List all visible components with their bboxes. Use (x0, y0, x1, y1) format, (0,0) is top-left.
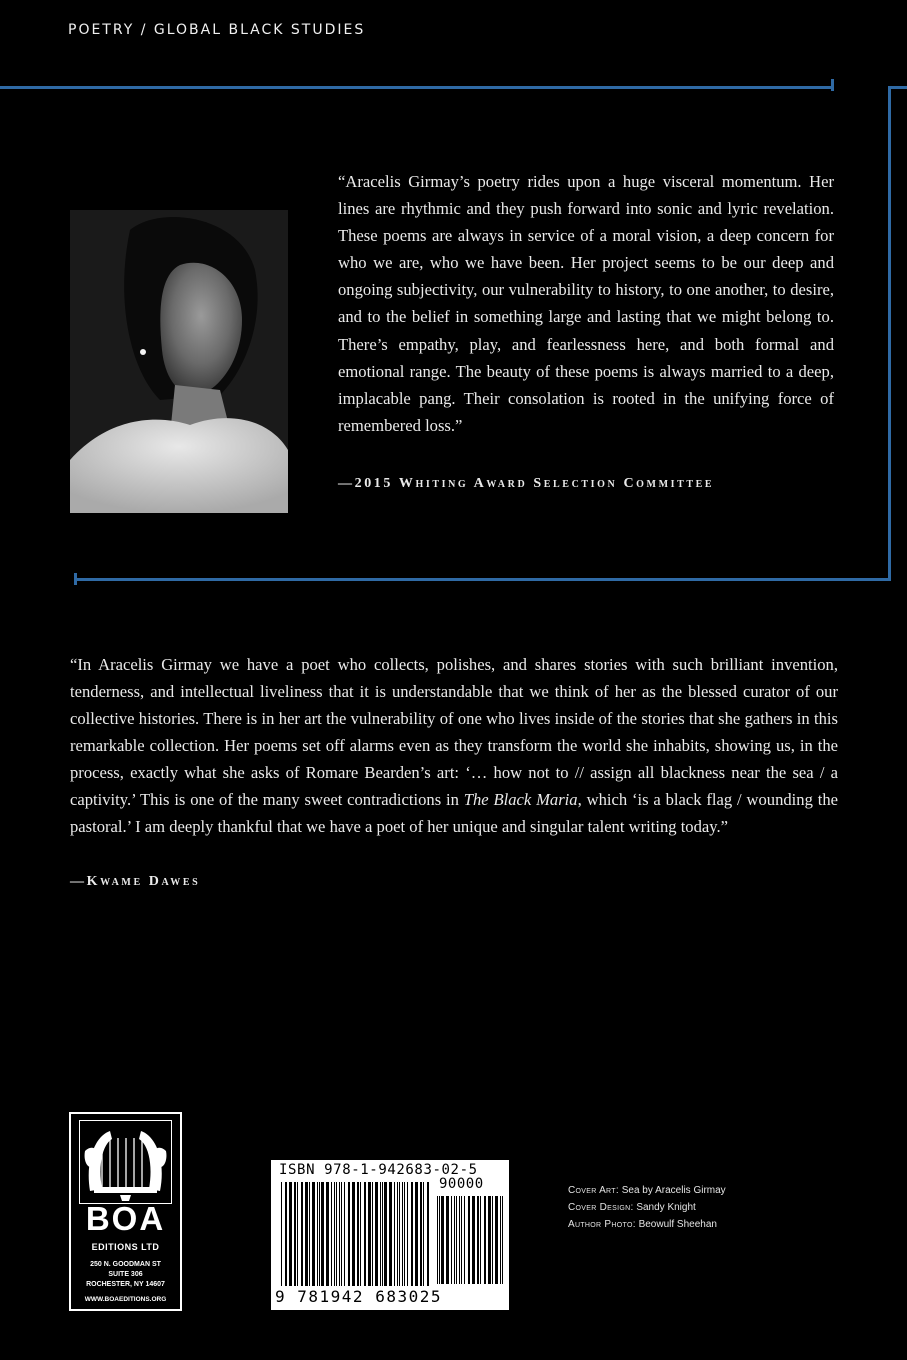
barcode-bar (394, 1182, 395, 1286)
isbn-label: ISBN 978-1-942683-02-5 (279, 1162, 478, 1178)
credit-label: Cover Art: (568, 1185, 619, 1196)
barcode-bar (437, 1196, 438, 1284)
barcode-bar (446, 1196, 449, 1284)
barcode-bar (399, 1182, 400, 1286)
lyre-emblem-icon (79, 1120, 172, 1204)
barcode-bar (451, 1196, 452, 1284)
barcode-bar (404, 1182, 405, 1286)
barcode-bar (294, 1182, 296, 1286)
blurb-dawes-quote (70, 651, 838, 840)
barcode-bar (372, 1182, 373, 1286)
frame-bottom-tick (74, 573, 77, 585)
frame-right-vertical (888, 86, 891, 581)
barcode-bar (464, 1196, 465, 1284)
barcode-bar (364, 1182, 366, 1286)
barcode-bar (331, 1182, 332, 1286)
barcode-bar (480, 1196, 481, 1284)
credit-cover-art (568, 1182, 726, 1199)
barcode-bar (305, 1182, 308, 1286)
address-line-3: ROCHESTER, NY 14607 (86, 1281, 165, 1288)
barcode-bar (495, 1196, 498, 1284)
credit-cover-design (568, 1199, 726, 1216)
cover-credits (568, 1182, 726, 1233)
blurb-dawes-text-1: “In Aracelis Girmay we have a poet who collects, polishes, and shares stories with such brilliant invention, tenderness, and intellectual liveliness that it is understandable that we think of her as the blessed curator of our collective histories. There is in her art the vulnerability of one who lives inside of the stories that she gathers in this remarkable collection. Her poems set off alarms even as they transform the world she inhabits, showing us, in the process, exactly what she asks of Romare Bearden’s art: ‘… how not to // assign all blackness near the sea / a captivity.’ This is one of the many sweet contradictions in (70, 655, 838, 809)
barcode-bar (456, 1196, 457, 1284)
credit-label: Author Photo: (568, 1219, 636, 1230)
barcode-bar (477, 1196, 479, 1284)
price-addon: 90000 (439, 1176, 484, 1192)
barcode-bar (420, 1182, 422, 1286)
barcode-bar (341, 1182, 342, 1286)
barcode-bar (384, 1182, 387, 1286)
barcode-bar (360, 1182, 361, 1286)
barcode-bar (348, 1182, 350, 1286)
barcode-bar (500, 1196, 501, 1284)
barcode-bar (352, 1182, 355, 1286)
barcode-bar (439, 1196, 440, 1284)
barcode-bar (344, 1182, 345, 1286)
publisher-subname: EDITIONS LTD (91, 1242, 160, 1252)
barcode-bar (382, 1182, 383, 1286)
barcode-bar (454, 1196, 455, 1284)
frame-top-tick (831, 79, 834, 91)
barcode-bar (368, 1182, 371, 1286)
barcode-bar (415, 1182, 418, 1286)
barcode-bar (380, 1182, 381, 1286)
publisher-website: WWW.BOAEDITIONS.ORG (84, 1296, 167, 1303)
author-photo (70, 210, 288, 513)
credit-value: Sandy Knight (636, 1202, 696, 1213)
publisher-address (71, 1260, 180, 1290)
barcode-bar (301, 1182, 303, 1286)
barcode-bar (441, 1196, 444, 1284)
barcode-bar (472, 1196, 475, 1284)
address-line-2: SUITE 306 (108, 1271, 143, 1278)
barcode-bar (468, 1196, 470, 1284)
barcode-bar (309, 1182, 310, 1286)
barcode-bar (281, 1182, 282, 1286)
barcode-bar (289, 1182, 292, 1286)
credit-author-photo (568, 1216, 726, 1233)
barcode-bar (339, 1182, 340, 1286)
barcode-bar (334, 1182, 335, 1286)
barcode-bar (461, 1196, 462, 1284)
barcode-bar (488, 1196, 491, 1284)
ean-number: 9 781942 683025 (275, 1287, 442, 1306)
barcode-bar (389, 1182, 392, 1286)
credit-label: Cover Design: (568, 1202, 634, 1213)
frame-bottom-rule (74, 578, 891, 581)
barcode-bar (317, 1182, 318, 1286)
barcode-bar (326, 1182, 329, 1286)
barcode-bar (312, 1182, 315, 1286)
barcode-bar (319, 1182, 320, 1286)
blurb-whiting-attribution: —2015 Whiting Award Selection Committee (338, 476, 715, 491)
barcode-bar (397, 1182, 398, 1286)
credit-value: Beowulf Sheehan (638, 1219, 717, 1230)
address-line-1: 250 N. GOODMAN ST (90, 1261, 161, 1268)
isbn-barcode (271, 1160, 509, 1310)
blurb-dawes-attribution: —Kwame Dawes (70, 874, 201, 889)
barcode-bar (321, 1182, 324, 1286)
barcode-bar (357, 1182, 359, 1286)
frame-top-rule (0, 86, 834, 89)
credit-value: Sea by Aracelis Girmay (621, 1185, 726, 1196)
barcode-bar (297, 1182, 298, 1286)
barcode-bar (407, 1182, 408, 1286)
barcode-bar (411, 1182, 413, 1286)
barcode-bar (427, 1182, 429, 1286)
publisher-logo (69, 1112, 182, 1311)
barcode-bar (285, 1182, 287, 1286)
barcode-bar (336, 1182, 337, 1286)
book-title: The Black Maria (463, 790, 578, 809)
barcode-bar (502, 1196, 503, 1284)
blurb-dawes-text-2: , which ‘is a black flag / wounding the pastoral.’ I am deeply thankful that we have a poet of her unique and singular talent writing today.” (70, 790, 838, 836)
barcode-bar (423, 1182, 424, 1286)
barcode-bar (402, 1182, 403, 1286)
blurb-whiting-quote: “Aracelis Girmay’s poetry rides upon a huge visceral momentum. Her lines are rhythmic and they push forward into sonic and lyric revelation. These poems are always in service of a moral vision, a deep concern for who we are, who we have been. Her project seems to be our deep and ongoing subjectivity, our vulnerability to history, to one another, to desire, and to the belief in something large and lasting that we might belong to. There’s empathy, play, and fearlessness here, and both formal and emotional range. The beauty of these poems is always married to a deep, implacable pang. Their consolation is rooted in the unifying force of remembered loss.” (338, 172, 834, 435)
barcode-bar (484, 1196, 486, 1284)
category-label: POETRY / GLOBAL BLACK STUDIES (68, 22, 366, 38)
publisher-name: BOA (85, 1200, 166, 1237)
barcode-bar (459, 1196, 460, 1284)
barcode-bar (492, 1196, 493, 1284)
barcode-bar (375, 1182, 378, 1286)
